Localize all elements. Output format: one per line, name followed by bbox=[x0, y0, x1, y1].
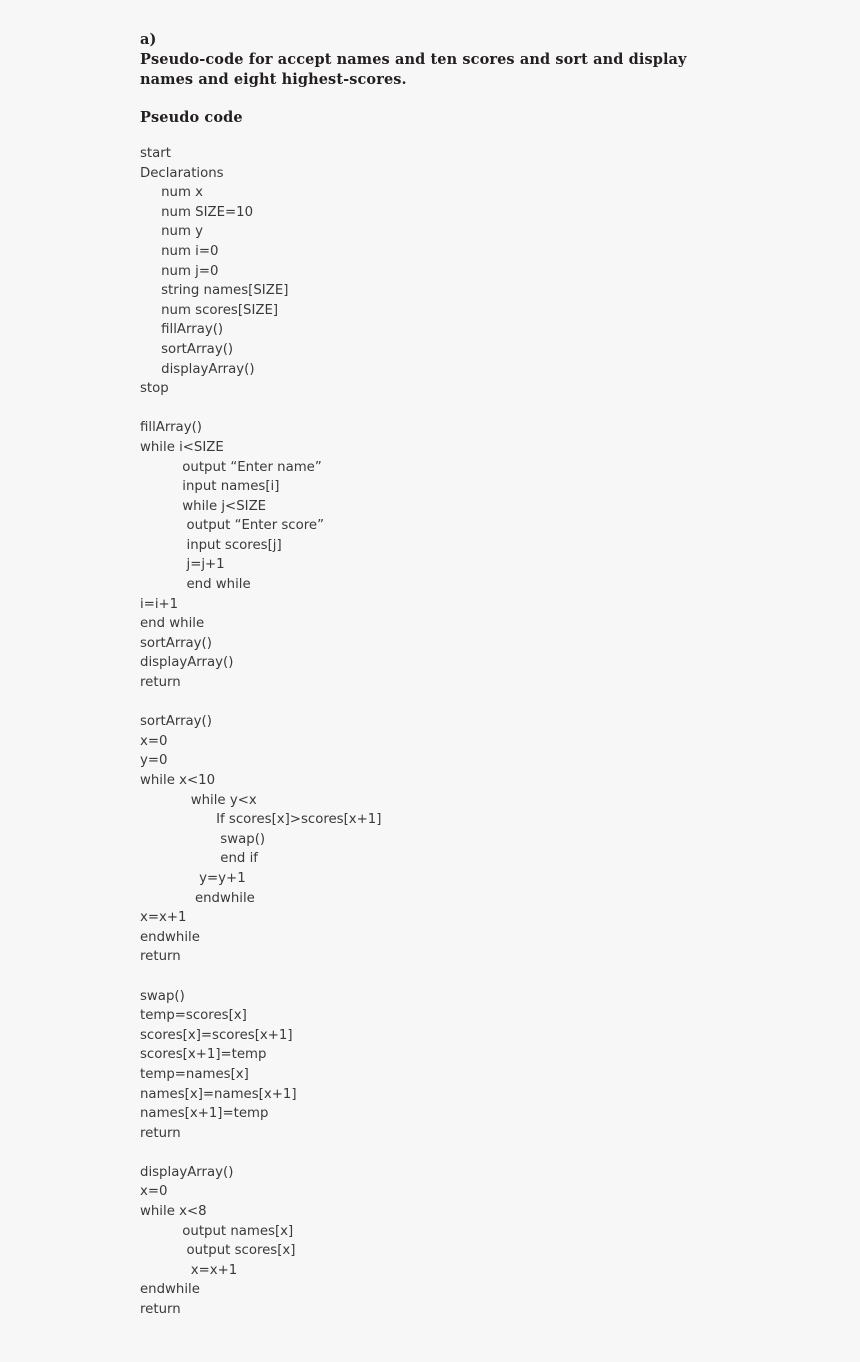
code-line: end while bbox=[140, 577, 251, 593]
code-line: num scores[SIZE] bbox=[140, 302, 279, 318]
code-line: displayArray() bbox=[140, 655, 234, 671]
code-line: num x bbox=[140, 185, 204, 201]
code-line: end if bbox=[140, 851, 258, 867]
code-line: sortArray() bbox=[140, 341, 234, 357]
item-label: a) bbox=[140, 31, 157, 48]
code-line: x=0 bbox=[140, 733, 168, 749]
code-line: num SIZE=10 bbox=[140, 204, 254, 220]
code-line: names[x+1]=temp bbox=[140, 1106, 269, 1122]
code-line: num i=0 bbox=[140, 243, 219, 259]
code-blank-line bbox=[140, 693, 720, 713]
code-line: while x<8 bbox=[140, 1204, 207, 1220]
code-line: names[x]=names[x+1] bbox=[140, 1086, 297, 1102]
code-line: x=0 bbox=[140, 1184, 168, 1200]
code-blank-line bbox=[140, 1143, 720, 1163]
code-line: end while bbox=[140, 616, 205, 632]
code-line: If scores[x]>scores[x+1] bbox=[140, 812, 382, 828]
code-line: x=x+1 bbox=[140, 910, 187, 926]
code-line: num y bbox=[140, 224, 204, 240]
code-line: fillArray() bbox=[140, 322, 224, 338]
code-line: input scores[j] bbox=[140, 537, 282, 553]
code-line: while y<x bbox=[140, 792, 257, 808]
code-line: return bbox=[140, 1302, 181, 1318]
code-line: output scores[x] bbox=[140, 1243, 296, 1259]
code-line: y=0 bbox=[140, 753, 168, 769]
code-line: endwhile bbox=[140, 929, 200, 945]
code-line: output “Enter score” bbox=[140, 518, 325, 534]
code-line: return bbox=[140, 1125, 181, 1141]
code-line: return bbox=[140, 949, 181, 965]
code-line: swap() bbox=[140, 988, 185, 1004]
code-blank-line bbox=[140, 967, 720, 987]
page-title: Pseudo-code for accept names and ten scores and sort and display names and eight highest-scores. bbox=[140, 51, 687, 88]
section-subtitle: Pseudo code bbox=[140, 109, 243, 126]
code-line: stop bbox=[140, 381, 169, 397]
code-line: while j<SIZE bbox=[140, 498, 267, 514]
code-line: j=j+1 bbox=[140, 557, 225, 573]
code-line: y=y+1 bbox=[140, 870, 246, 886]
code-line: start bbox=[140, 146, 171, 161]
code-line: x=x+1 bbox=[140, 1262, 238, 1278]
code-line: fillArray() bbox=[140, 420, 202, 436]
code-line: endwhile bbox=[140, 1282, 200, 1298]
code-line: sortArray() bbox=[140, 635, 212, 651]
code-line: input names[i] bbox=[140, 479, 280, 495]
code-line: num j=0 bbox=[140, 263, 219, 279]
code-line: output “Enter name” bbox=[140, 459, 322, 475]
pseudocode-block bbox=[140, 144, 720, 1320]
code-line: while i<SIZE bbox=[140, 439, 224, 455]
code-line: output names[x] bbox=[140, 1223, 294, 1239]
code-line: sortArray() bbox=[140, 714, 212, 730]
code-line: i=i+1 bbox=[140, 596, 179, 612]
code-line: while x<10 bbox=[140, 773, 216, 788]
code-line: temp=scores[x] bbox=[140, 1008, 247, 1024]
code-line: displayArray() bbox=[140, 361, 255, 377]
code-line: swap() bbox=[140, 831, 266, 847]
code-line: scores[x]=scores[x+1] bbox=[140, 1027, 293, 1043]
code-blank-line bbox=[140, 399, 720, 419]
code-line: scores[x+1]=temp bbox=[140, 1047, 267, 1063]
code-line: string names[SIZE] bbox=[140, 283, 289, 299]
code-line: displayArray() bbox=[140, 1164, 234, 1180]
code-line: endwhile bbox=[140, 890, 255, 906]
code-line: Declarations bbox=[140, 165, 224, 181]
code-line: temp=names[x] bbox=[140, 1066, 249, 1082]
code-line: return bbox=[140, 675, 181, 691]
